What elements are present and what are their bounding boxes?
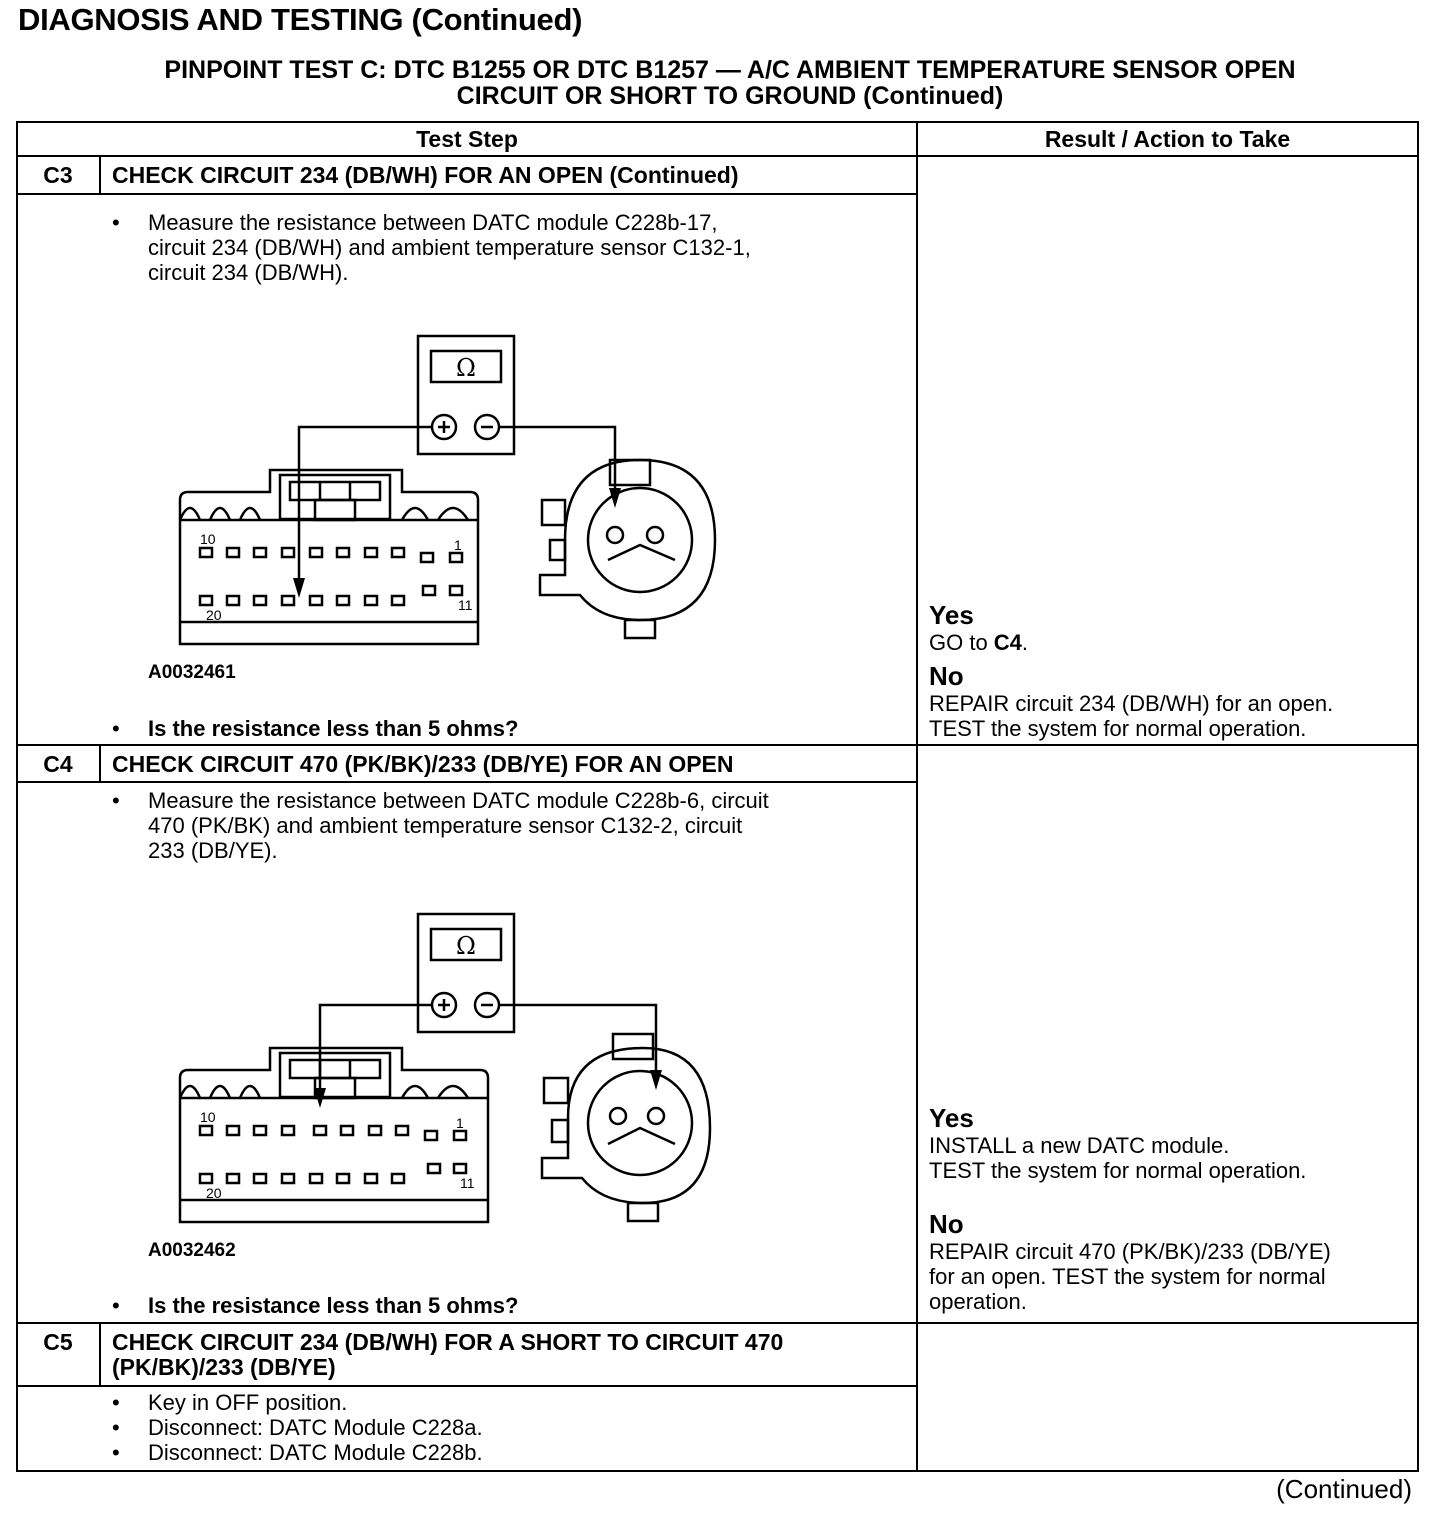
result-no-text: for an open. TEST the system for normal — [929, 1264, 1326, 1289]
instruction-line: 233 (DB/YE). — [148, 838, 278, 863]
negative-test-lead — [499, 427, 615, 495]
pin-label: 1 — [456, 1115, 464, 1131]
pin-label: 20 — [206, 607, 222, 623]
pin-label: 11 — [460, 1175, 475, 1191]
step-title-c5 — [112, 1330, 783, 1380]
figure-code: A0032462 — [148, 1240, 236, 1261]
pinpoint-test-title-line-2: CIRCUIT OR SHORT TO GROUND (Continued) — [456, 82, 1004, 110]
step-link-c4[interactable]: C4 — [993, 630, 1022, 655]
ohm-symbol: Ω — [456, 354, 476, 382]
result-yes-text: GO to C4. — [929, 630, 1029, 655]
instruction-line: circuit 234 (DB/WH). — [148, 260, 349, 285]
result-no-text: TEST the system for normal operation. — [929, 716, 1307, 741]
pin-label: 11 — [458, 597, 473, 613]
pinpoint-test-title — [40, 57, 1420, 109]
pin-label: 10 — [200, 1109, 216, 1125]
result-no-text: REPAIR circuit 234 (DB/WH) for an open. — [929, 691, 1334, 716]
result-no-label: No — [929, 661, 964, 691]
column-header-test-step: Test Step — [416, 126, 518, 152]
step-title-c3: CHECK CIRCUIT 234 (DB/WH) FOR AN OPEN (Continued) — [112, 162, 739, 188]
step-id-c5: C5 — [43, 1329, 73, 1355]
pin-label: 10 — [200, 531, 216, 547]
figure-code: A0032461 — [148, 662, 236, 683]
instruction-line: circuit 234 (DB/WH) and ambient temperature sensor C132-1, — [148, 235, 751, 260]
probe-arrow-icon — [650, 1070, 662, 1090]
positive-test-lead — [299, 427, 432, 586]
c3-wiring-diagram — [170, 330, 730, 650]
pin-label: 1 — [454, 537, 462, 553]
instruction-line: Measure the resistance between DATC module C228b-17, — [148, 210, 718, 235]
result-c3 — [929, 600, 1333, 741]
result-c4 — [929, 1103, 1331, 1314]
step-title-line: CHECK CIRCUIT 234 (DB/WH) FOR A SHORT TO CIRCUIT 470 — [112, 1329, 784, 1355]
step-title-c4: CHECK CIRCUIT 470 (PK/BK)/233 (DB/YE) FOR AN OPEN — [112, 751, 734, 777]
pinpoint-test-title-line-1: PINPOINT TEST C: DTC B1255 OR DTC B1257 — A/C AMBIENT TEMPERATURE SENSOR OPEN — [164, 56, 1296, 84]
result-no-text: operation. — [929, 1289, 1027, 1314]
result-yes-label: Yes — [929, 1103, 974, 1133]
result-no-label: No — [929, 1209, 964, 1239]
pin-label: 20 — [206, 1185, 222, 1201]
result-yes-text: INSTALL a new DATC module. — [929, 1133, 1230, 1158]
instruction-line: Measure the resistance between DATC module C228b-6, circuit — [148, 788, 769, 813]
continued-footer: (Continued) — [1276, 1474, 1412, 1504]
ohm-symbol: Ω — [456, 932, 476, 960]
column-header-result: Result / Action to Take — [1044, 126, 1291, 152]
result-no-text: REPAIR circuit 470 (PK/BK)/233 (DB/YE) — [929, 1239, 1331, 1264]
positive-test-lead — [320, 1005, 432, 1096]
negative-test-lead — [499, 1005, 656, 1078]
step-id-c3: C3 — [43, 162, 73, 188]
instruction-line: 470 (PK/BK) and ambient temperature sensor C132-2, circuit — [148, 813, 743, 838]
result-yes-text: TEST the system for normal operation. — [929, 1158, 1307, 1183]
result-yes-label: Yes — [929, 600, 974, 630]
page-header: DIAGNOSIS AND TESTING (Continued) — [18, 2, 583, 37]
c4-wiring-diagram — [170, 908, 730, 1228]
step-title-line: (PK/BK)/233 (DB/YE) — [112, 1354, 336, 1380]
step-id-c4: C4 — [43, 751, 73, 777]
